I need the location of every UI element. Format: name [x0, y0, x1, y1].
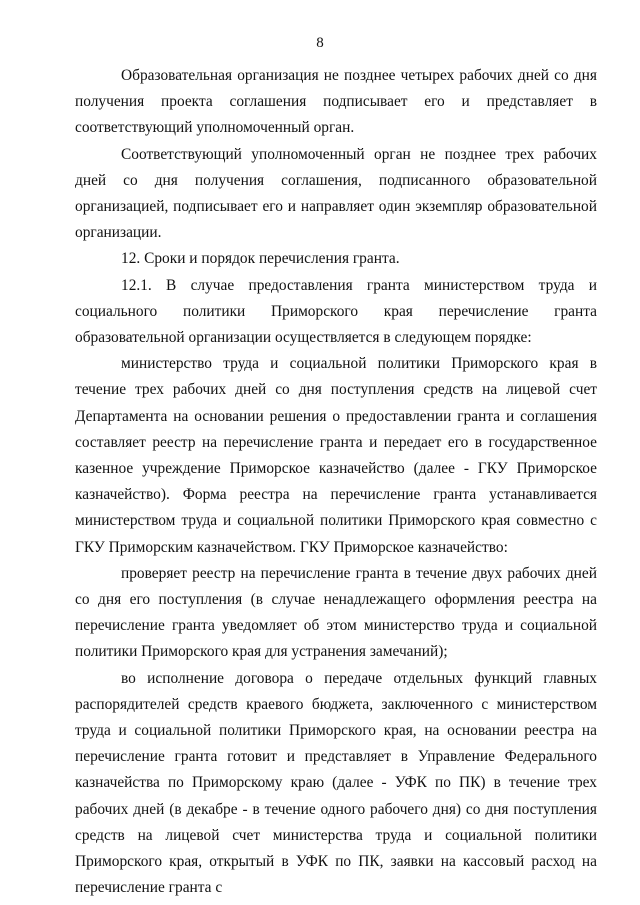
paragraph-12-1: 12.1. В случае предоставления гранта министерством труда и социального политики Приморского края перечисление гранта образовательной организации осуществляется в следующем порядке:	[75, 276, 597, 347]
page-number: 8	[316, 35, 324, 51]
paragraph-signing-by-organization: Образовательная организация не позднее четырех рабочих дней со дня получения проекта соглашения подписывает его и представляет в соответствующий уполномоченный орган.	[75, 67, 597, 137]
document-body	[75, 63, 597, 902]
paragraph-signing-by-authority: Соответствующий уполномоченный орган не позднее трех рабочих дней со дня получения соглашения, подписанного образовательной организацией, подписывает его и направляет один экземпляр образовательной организации.	[75, 145, 597, 242]
paragraph-registry-check: проверяет реестр на перечисление гранта в течение двух рабочих дней со дня его поступления (в случае ненадлежащего оформления реестра на перечисление гранта уведомляет об этом министерство труда и социальной политики Приморского края для устранения замечаний);	[75, 564, 597, 661]
section-heading-12: 12. Сроки и порядок перечисления гранта.	[121, 250, 400, 268]
paragraph-ministry-registry: министерство труда и социальной политики Приморского края в течение трех рабочих дней со дня поступления средств на лицевой счет Департамента на основании решения о предоставлении гранта и соглашения составляет реестр на перечисление гранта и передает его в государственное казенное учреждение Приморское казначейство (далее - ГКУ Приморское казначейство). Форма реестра на перечисление гранта устанавливается министерством труда и социальной политики Приморского края совместно с ГКУ Приморским казначейством. ГКУ Приморское казначейство:	[75, 355, 597, 556]
paragraph-treasury-execution: во исполнение договора о передаче отдельных функций главных распорядителей средств краевого бюджета, заключенного с министерством труда и социальной политики Приморского края, на основании реестра на перечисление гранта готовит и представляет в Управление Федерального казначейства по Приморскому краю (далее - УФК по ПК) в течение трех рабочих дней (в декабре - в течение одного рабочего дня) со дня поступления средств на лицевой счет министерства труда и социальной политики Приморского края, открытый в УФК по ПК, заявки на кассовый расход на перечисление гранта с	[75, 669, 597, 897]
